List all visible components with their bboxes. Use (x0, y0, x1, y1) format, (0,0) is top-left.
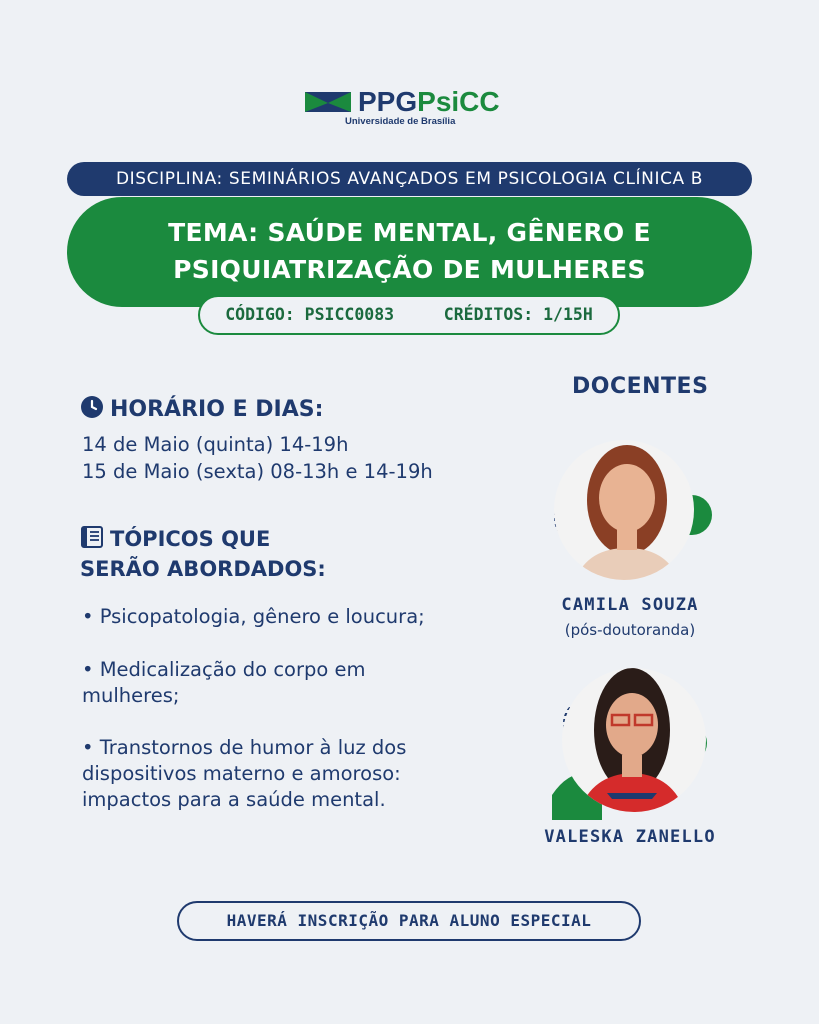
book-icon (80, 525, 104, 549)
tema-line-2: PSIQUIATRIZAÇÃO DE MULHERES (173, 255, 646, 284)
docente-name-camila: CAMILA SOUZA (561, 595, 699, 615)
logo-mark-icon (305, 92, 351, 112)
topic-item: • Transtornos de humor à luz dos dispositivos materno e amoroso: impactos para a saúde mental. (82, 736, 407, 811)
horario-line-1: 14 de Maio (quinta) 14-19h (82, 433, 349, 456)
docentes-title: DOCENTES (572, 374, 709, 399)
topic-item: • Medicalização do corpo em mulheres; (82, 658, 366, 707)
codigo-text: CÓDIGO: PSICC0083 (225, 305, 395, 324)
logo-subtitle: Universidade de Brasília (345, 116, 456, 127)
camila-souza-photo (552, 440, 717, 590)
inscricao-aluno-especial-badge: HAVERÁ INSCRIÇÃO PARA ALUNO ESPECIAL (177, 901, 641, 941)
topicos-heading (80, 524, 326, 584)
horario-details (82, 431, 433, 485)
logo-text-ppg: PPG (358, 86, 418, 117)
logo-text (358, 86, 500, 118)
creditos-text: CRÉDITOS: 1/15H (443, 305, 593, 324)
portrait-valeska-icon (552, 665, 717, 820)
portrait-camila-icon (552, 440, 717, 590)
tema-line-1: TEMA: SAÚDE MENTAL, GÊNERO E (168, 218, 651, 247)
tema-banner (67, 197, 752, 307)
valeska-zanello-photo (552, 665, 717, 820)
horario-heading (80, 395, 323, 422)
docente-name-valeska: VALESKA ZANELLO (544, 827, 716, 847)
ppgpsicc-logo (303, 88, 518, 130)
logo-text-psicc: PsiCC (417, 86, 500, 117)
docente-role-camila: (pós-doutoranda) (564, 621, 696, 639)
topicos-title-line-1: TÓPICOS QUE (110, 527, 271, 551)
horario-line-2: 15 de Maio (sexta) 08-13h e 14-19h (82, 460, 433, 483)
codigo-creditos-badge (198, 295, 620, 335)
topicos-title-line-2: SERÃO ABORDADOS: (80, 557, 326, 581)
clock-icon (80, 395, 104, 419)
disciplina-banner: DISCIPLINA: SEMINÁRIOS AVANÇADOS EM PSICOLOGIA CLÍNICA B (67, 162, 752, 196)
topic-item: • Psicopatologia, gênero e loucura; (82, 605, 425, 628)
horario-title: HORÁRIO E DIAS: (110, 397, 324, 422)
